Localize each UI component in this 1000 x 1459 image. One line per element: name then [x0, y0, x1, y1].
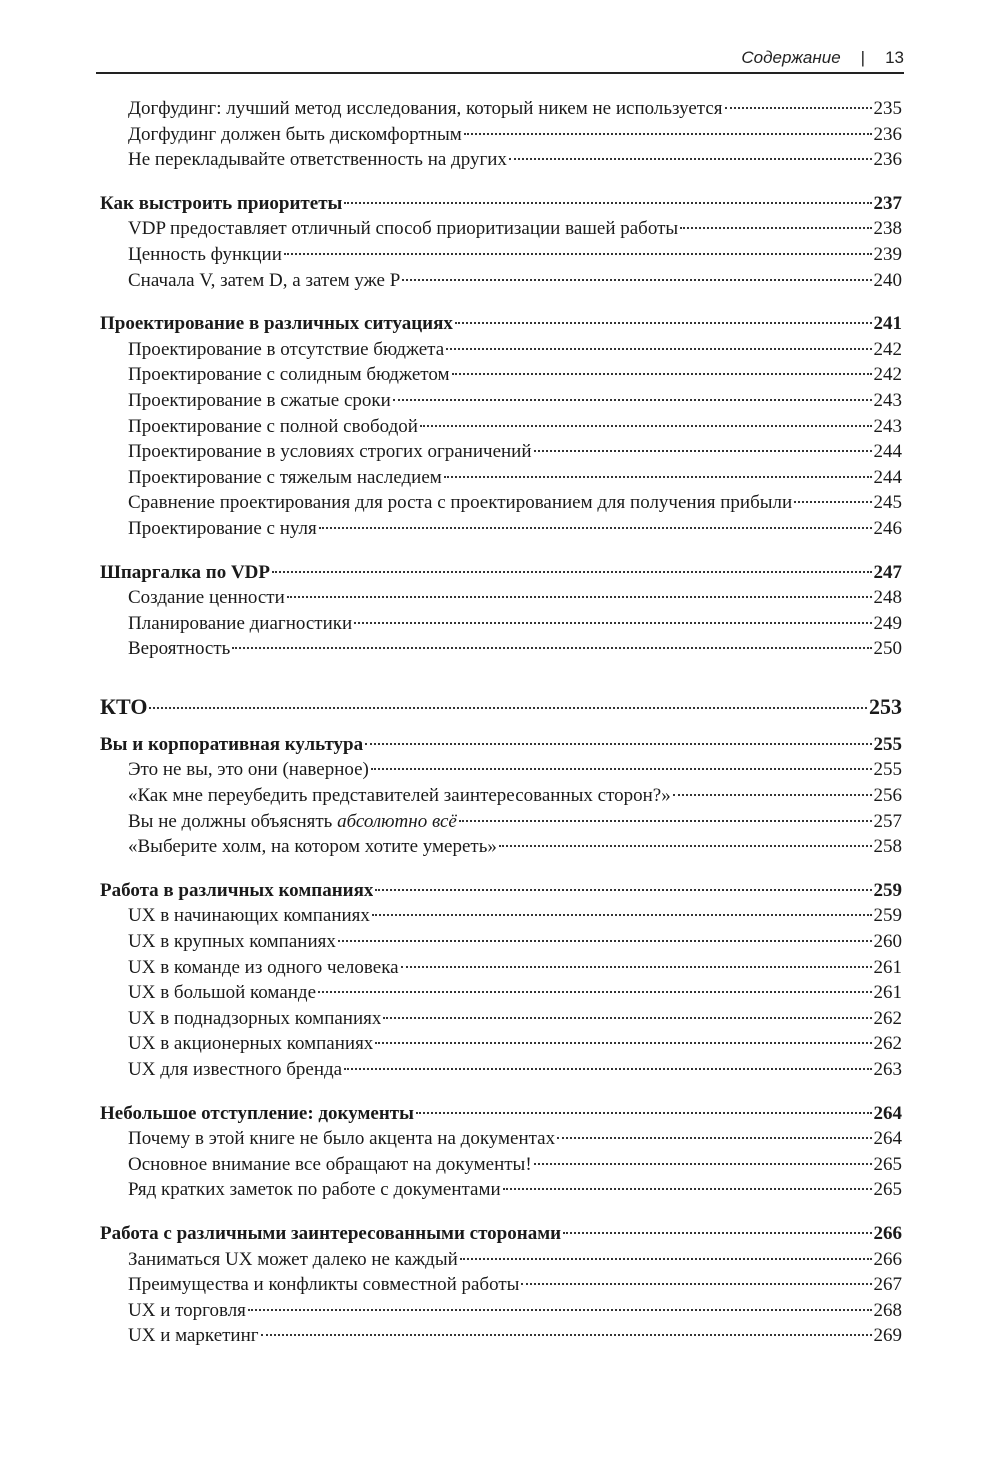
toc-section-title: Проектирование в различных ситуациях: [100, 313, 453, 335]
dot-leader: [499, 845, 872, 847]
toc-entry-title: Почему в этой книге не было акцента на документах: [128, 1128, 556, 1150]
dot-leader: [452, 373, 872, 375]
toc-section-page: 237: [873, 192, 902, 214]
toc-entry-page: 265: [873, 1179, 902, 1201]
toc-entry-title: Проектирование с полной свободой: [128, 415, 418, 437]
toc-section[interactable]: [100, 732, 902, 758]
toc-entry-title: Сравнение проектирования для роста с проектированием для получения прибыли: [128, 492, 793, 514]
toc-section-page: 255: [873, 733, 902, 755]
toc-section-title: Работа в различных компаниях: [100, 879, 374, 901]
toc-section-page: 247: [873, 561, 902, 583]
toc-entry-title: Вероятность: [128, 638, 231, 660]
dot-leader: [444, 476, 872, 478]
dot-leader: [455, 322, 872, 324]
toc-entry[interactable]: [100, 147, 902, 173]
dot-leader: [383, 1017, 871, 1019]
dot-leader: [557, 1137, 871, 1139]
toc-entry-title: Преимущества и конфликты совместной работы: [128, 1274, 520, 1296]
toc-entry-page: 239: [873, 243, 902, 265]
toc-entry-page: 245: [873, 492, 902, 514]
toc-section[interactable]: [100, 191, 902, 217]
dot-leader: [393, 399, 872, 401]
dot-leader: [261, 1334, 872, 1336]
dot-leader: [680, 227, 871, 229]
toc-section-page: 241: [873, 313, 902, 335]
toc-entry[interactable]: [100, 362, 902, 388]
toc-entry-page: 242: [873, 338, 902, 360]
toc-entry[interactable]: [100, 465, 902, 491]
dot-leader: [344, 202, 871, 204]
dot-leader: [534, 450, 872, 452]
toc-entry-page: 248: [873, 587, 902, 609]
toc-entry[interactable]: [100, 388, 902, 414]
toc-entry-page: 261: [873, 982, 902, 1004]
toc-section[interactable]: [100, 1101, 902, 1127]
toc-section[interactable]: [100, 560, 902, 586]
dot-leader: [521, 1283, 871, 1285]
toc-entry-title: Не перекладывайте ответственность на других: [128, 149, 507, 171]
dot-leader: [272, 571, 872, 573]
toc-entry-page: 258: [873, 836, 902, 858]
header-title: Содержание: [741, 48, 841, 67]
toc-entry[interactable]: [100, 414, 902, 440]
toc-entry[interactable]: [100, 585, 902, 611]
toc-entry-title: Ряд кратких заметок по работе с документами: [128, 1179, 501, 1201]
dot-leader: [372, 914, 872, 916]
toc-entry[interactable]: [100, 1323, 902, 1349]
toc-entry-title: Сначала V, затем D, а затем уже P: [128, 269, 401, 291]
toc-entry-title: VDP предоставляет отличный способ приоритизации вашей работы: [128, 218, 679, 240]
toc-entry-title: UX в поднадзорных компаниях: [128, 1007, 382, 1029]
toc-entry-title: Проектирование в условиях строгих ограничений: [128, 441, 532, 463]
toc-section-title: Небольшое отступление: документы: [100, 1102, 414, 1124]
toc-entry[interactable]: [100, 268, 902, 294]
toc-entry-page: 235: [873, 98, 902, 119]
toc-entry-title: Проектирование с солидным бюджетом: [128, 364, 450, 386]
toc-entry-page: 236: [873, 149, 902, 171]
toc-entry-title: UX в акционерных компаниях: [128, 1033, 374, 1055]
toc-entry-title: Проектирование в отсутствие бюджета: [128, 338, 445, 360]
dot-leader: [446, 348, 871, 350]
toc-entry-page: 255: [873, 759, 902, 781]
dot-leader: [416, 1112, 872, 1114]
toc-entry[interactable]: [100, 1272, 902, 1298]
toc-entry-title: Ценность функции: [128, 243, 282, 265]
toc-entry-title: UX в крупных компаниях: [128, 931, 336, 953]
toc-entry-page: 236: [873, 123, 902, 145]
toc-entry-page: 250: [873, 638, 902, 660]
dot-leader: [338, 940, 872, 942]
toc-entry-page: 262: [873, 1007, 902, 1029]
toc-section-page: 266: [873, 1222, 902, 1244]
dot-leader: [149, 707, 867, 709]
toc-entry[interactable]: [100, 809, 902, 835]
dot-leader: [375, 889, 871, 891]
dot-leader: [287, 596, 872, 598]
toc-entry[interactable]: [100, 783, 902, 809]
toc-entry[interactable]: [100, 216, 902, 242]
dot-leader: [248, 1309, 872, 1311]
dot-leader: [365, 743, 871, 745]
dot-leader: [401, 966, 872, 968]
toc-entry-page: 268: [873, 1299, 902, 1321]
dot-leader: [371, 768, 872, 770]
toc-part-page: 253: [869, 693, 902, 719]
dot-leader: [375, 1042, 871, 1044]
running-header: [96, 44, 904, 74]
toc-entry-page: 244: [873, 441, 902, 463]
toc-entry-title: UX и торговля: [128, 1299, 246, 1321]
toc-section-page: 259: [873, 879, 902, 901]
toc-entry[interactable]: [100, 122, 902, 148]
toc-entry-page: 243: [873, 389, 902, 411]
toc-entry[interactable]: [100, 903, 902, 929]
toc-entry-title: Догфудинг: лучший метод исследования, который никем не используется: [128, 98, 723, 119]
toc-section[interactable]: [100, 1221, 902, 1247]
dot-leader: [232, 647, 871, 649]
dot-leader: [420, 425, 872, 427]
toc-entry-page: 240: [873, 269, 902, 291]
toc-entry-page: 249: [873, 612, 902, 634]
toc-entry[interactable]: [100, 439, 902, 465]
toc-entry-title: UX и маркетинг: [128, 1325, 259, 1347]
dot-leader: [534, 1163, 872, 1165]
toc-entry[interactable]: [100, 1006, 902, 1032]
toc-entry[interactable]: [100, 516, 902, 542]
toc-part[interactable]: [100, 690, 902, 724]
toc-entry-title: «Как мне переубедить представителей заинтересованных сторон?»: [128, 785, 671, 807]
toc-section-title: Как выстроить приоритеты: [100, 192, 343, 214]
dot-leader: [318, 991, 871, 993]
toc-entry-page: 256: [873, 785, 902, 807]
header-separator: |: [860, 48, 866, 67]
toc-entry[interactable]: [100, 980, 902, 1006]
toc-entry-title: Заниматься UX может далеко не каждый: [128, 1248, 458, 1270]
toc-entry-title: Проектирование в сжатые сроки: [128, 389, 391, 411]
toc-entry[interactable]: [100, 1177, 902, 1203]
toc-entry-title: UX в команде из одного человека: [128, 956, 399, 978]
toc-entry-page: 242: [873, 364, 902, 386]
dot-leader: [725, 107, 872, 109]
toc-entry-title-italic: абсолютно всё: [337, 810, 457, 832]
dot-leader: [673, 794, 872, 796]
toc-entry-title: UX в начинающих компаниях: [128, 905, 370, 927]
dot-leader: [354, 622, 871, 624]
toc-section[interactable]: [100, 878, 902, 904]
toc-entry[interactable]: [100, 955, 902, 981]
dot-leader: [503, 1188, 872, 1190]
dot-leader: [794, 501, 871, 503]
toc-entry[interactable]: [100, 1126, 902, 1152]
toc-entry-page: 259: [873, 905, 902, 927]
toc-entry-page: 269: [873, 1325, 902, 1347]
toc-entry-title: Догфудинг должен быть дискомфортным: [128, 123, 462, 145]
toc-section-page: 264: [873, 1102, 902, 1124]
dot-leader: [563, 1232, 871, 1234]
dot-leader: [319, 527, 872, 529]
toc-section-title: Шпаргалка по VDP: [100, 561, 270, 583]
toc-entry[interactable]: [100, 757, 902, 783]
dot-leader: [344, 1068, 871, 1070]
toc-entry[interactable]: [100, 1247, 902, 1273]
toc-entry[interactable]: [100, 611, 902, 637]
toc-entry[interactable]: [100, 1298, 902, 1324]
table-of-contents: [100, 96, 902, 1349]
header-page-number: 13: [885, 48, 904, 67]
toc-entry[interactable]: [100, 834, 902, 860]
toc-entry[interactable]: [100, 636, 902, 662]
toc-entry-page: 238: [873, 218, 902, 240]
toc-entry[interactable]: [100, 1057, 902, 1083]
toc-entry-page: 260: [873, 931, 902, 953]
toc-entry-page: 266: [873, 1248, 902, 1270]
toc-entry-page: 267: [873, 1274, 902, 1296]
toc-entry-title: Это не вы, это они (наверное): [128, 759, 369, 781]
toc-entry-title-prefix: Вы не должны объяснять: [128, 810, 338, 832]
toc-entry-page: 265: [873, 1153, 902, 1175]
dot-leader: [464, 133, 872, 135]
dot-leader: [509, 158, 872, 160]
toc-entry[interactable]: [100, 490, 902, 516]
toc-entry-title: Проектирование с тяжелым наследием: [128, 466, 442, 488]
toc-entry[interactable]: [100, 242, 902, 268]
toc-entry[interactable]: [100, 929, 902, 955]
toc-entry-page: 257: [873, 810, 902, 832]
toc-entry-title: Планирование диагностики: [128, 612, 353, 634]
toc-entry[interactable]: [100, 1031, 902, 1057]
toc-entry[interactable]: [100, 1152, 902, 1178]
toc-entry-title: «Выберите холм, на котором хотите умереть»: [128, 836, 497, 858]
toc-entry-page: 244: [873, 466, 902, 488]
toc-entry[interactable]: [100, 337, 902, 363]
toc-section[interactable]: [100, 311, 902, 337]
toc-entry-page: 261: [873, 956, 902, 978]
toc-entry-page: 262: [873, 1033, 902, 1055]
toc-entry-title: UX для известного бренда: [128, 1059, 343, 1080]
toc-entry-page: 264: [873, 1128, 902, 1150]
dot-leader: [402, 279, 871, 281]
toc-entry-page: 243: [873, 415, 902, 437]
toc-entry[interactable]: [100, 96, 902, 122]
toc-entry-title: Основное внимание все обращают на документы!: [128, 1153, 532, 1175]
toc-entry-title: UX в большой команде: [128, 982, 317, 1004]
dot-leader: [460, 1258, 872, 1260]
dot-leader: [284, 253, 872, 255]
toc-section-title: Работа с различными заинтересованными сторонами: [100, 1222, 562, 1244]
toc-entry-page: 263: [873, 1059, 902, 1080]
toc-entry-title: Создание ценности: [128, 587, 285, 609]
toc-section-title: Вы и корпоративная культура: [100, 733, 364, 755]
toc-entry-page: 246: [873, 517, 902, 539]
toc-entry-title: Проектирование с нуля: [128, 517, 317, 539]
toc-part-title: КТО: [100, 693, 148, 719]
toc-entry-title: [128, 809, 457, 835]
dot-leader: [459, 820, 872, 822]
